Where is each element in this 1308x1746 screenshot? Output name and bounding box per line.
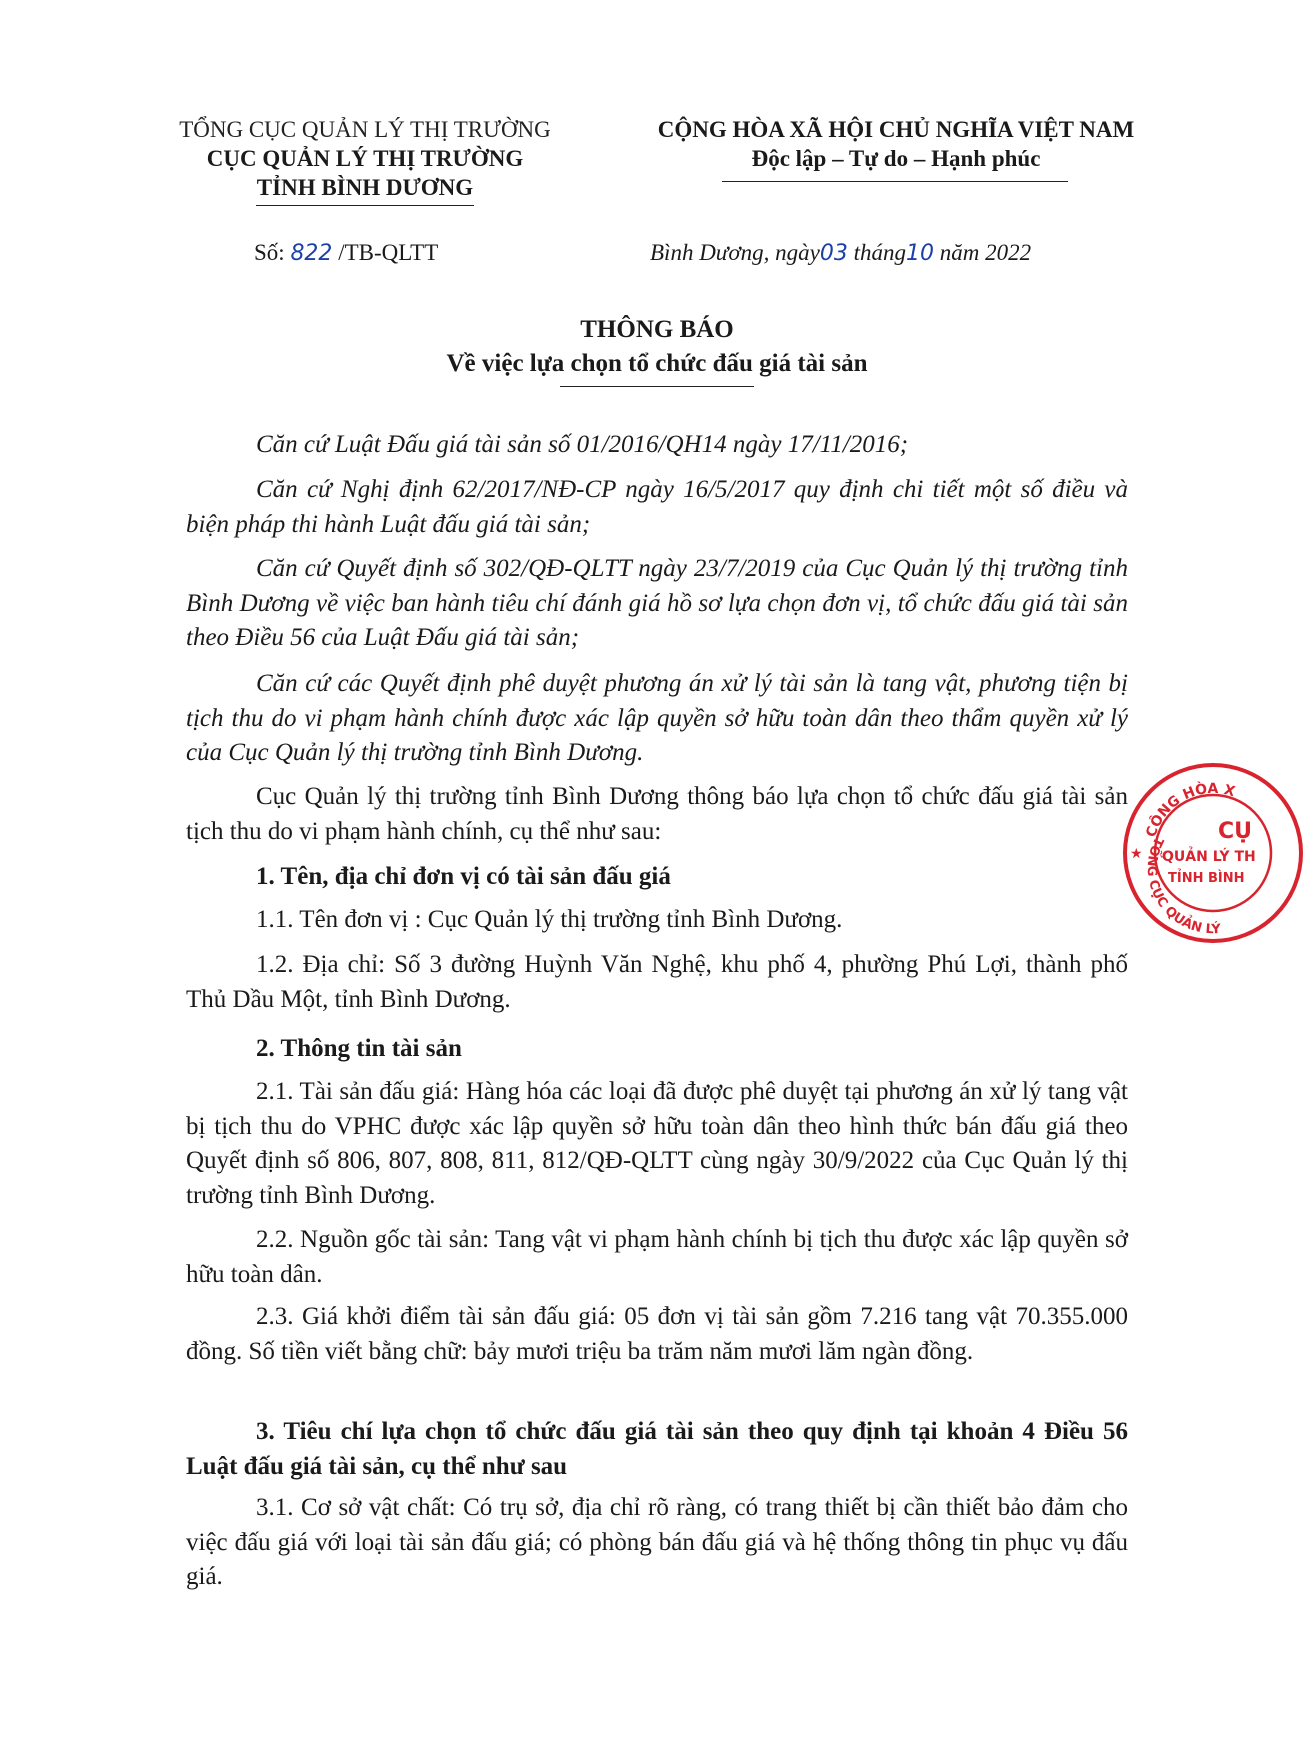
date-place: Bình Dương, ngày xyxy=(650,240,820,265)
section-3-1: 3.1. Cơ sở vật chất: Có trụ sở, địa chỉ rõ ràng, có trang thiết bị cần thiết bảo đảm cho việc đấu giá với loại tài sản đấu giá; có phòng bán đấu giá và hệ thống thông tin phục vụ đấu giá. xyxy=(186,1494,1128,1590)
section-1-1: 1.1. Tên đơn vị : Cục Quản lý thị trường tỉnh Bình Dương. xyxy=(256,906,843,933)
agency-parent: TỔNG CỤC QUẢN LÝ THỊ TRƯỜNG xyxy=(179,117,551,142)
motto-underline xyxy=(722,181,1068,182)
agency-name-line1: CỤC QUẢN LÝ THỊ TRƯỜNG xyxy=(206,146,524,171)
section-1-heading: 1. Tên, địa chỉ đơn vị có tài sản đấu giá xyxy=(256,863,671,890)
number-suffix: /TB-QLTT xyxy=(338,240,439,265)
seal-top-text: CỘNG HÒA X xyxy=(1143,780,1237,840)
legal-basis-4: Căn cứ các Quyết định phê duyệt phương án xử lý tài sản là tang vật, phương tiện bị tịch thu do vi phạm hành chính được xác lập quyền sở hữu toàn dân theo thẩm quyền xử lý của Cục Quản lý thị trường tỉnh Bình Dương. xyxy=(186,670,1128,766)
date-month-label: tháng xyxy=(853,240,906,265)
seal-inner-line2: QUẢN LÝ TH xyxy=(1162,849,1256,865)
section-1-2: 1.2. Địa chỉ: Số 3 đường Huỳnh Văn Nghệ, khu phố 4, phường Phú Lợi, thành phố Thủ Dầu Một, tỉnh Bình Dương. xyxy=(186,951,1128,1013)
subtitle-underline xyxy=(560,386,754,387)
date-year: năm 2022 xyxy=(939,240,1032,265)
national-motto: Độc lập – Tự do – Hạnh phúc xyxy=(751,146,1041,171)
date-month-handwritten: 10 xyxy=(905,241,934,266)
official-seal xyxy=(1118,758,1308,948)
seal-inner-line3: TỈNH BÌNH xyxy=(1168,871,1245,886)
section-2-heading: 2. Thông tin tài sản xyxy=(256,1035,462,1062)
section-2-1: 2.1. Tài sản đấu giá: Hàng hóa các loại đã được phê duyệt tại phương án xử lý tang vật bị tịch thu do VPHC được xác lập quyền sở hữu toàn dân theo hình thức bán đấu giá theo Quyết định số 806, 807, 808, 811, 812/QĐ-QLTT cùng ngày 30/9/2022 của Cục Quản lý thị trường tỉnh Bình Dương. xyxy=(186,1078,1128,1209)
document-date xyxy=(650,240,1031,266)
section-2-3: 2.3. Giá khởi điểm tài sản đấu giá: 05 đơn vị tài sản gồm 7.216 tang vật 70.355.000 đồng. Số tiền viết bằng chữ: bảy mươi triệu ba trăm năm mươi lăm ngàn đồng. xyxy=(186,1303,1128,1365)
country-name: CỘNG HÒA XÃ HỘI CHỦ NGHĨA VIỆT NAM xyxy=(657,117,1135,142)
number-handwritten: 822 xyxy=(290,241,333,266)
document-subtitle: Về việc lựa chọn tổ chức đấu giá tài sản xyxy=(446,350,868,377)
legal-basis-1: Căn cứ Luật Đấu giá tài sản số 01/2016/QH14 ngày 17/11/2016; xyxy=(256,431,909,458)
document-number xyxy=(254,240,438,266)
seal-bottom-text: TỔNG CỤC QUẢN LÝ xyxy=(1143,834,1222,938)
number-prefix: Số: xyxy=(254,240,285,265)
section-2-2: 2.2. Nguồn gốc tài sản: Tang vật vi phạm hành chính bị tịch thu được xác lập quyền sở hữu toàn dân. xyxy=(186,1226,1128,1288)
document-title: THÔNG BÁO xyxy=(580,316,734,343)
legal-basis-3: Căn cứ Quyết định số 302/QĐ-QLTT ngày 23/7/2019 của Cục Quản lý thị trường tỉnh Bình Dương về việc ban hành tiêu chí đánh giá hồ sơ lựa chọn đơn vị, tổ chức đấu giá tài sản theo Điều 56 của Luật Đấu giá tài sản; xyxy=(186,555,1128,651)
agency-underline xyxy=(256,205,474,206)
intro-paragraph: Cục Quản lý thị trường tỉnh Bình Dương thông báo lựa chọn tổ chức đấu giá tài sản tịch thu do vi phạm hành chính, cụ thể như sau: xyxy=(186,783,1128,845)
seal-inner-line1: CỤ xyxy=(1218,819,1253,844)
date-day-handwritten: 03 xyxy=(819,241,848,266)
legal-basis-2: Căn cứ Nghị định 62/2017/NĐ-CP ngày 16/5/2017 quy định chi tiết một số điều và biện pháp thi hành Luật đấu giá tài sản; xyxy=(186,476,1128,538)
agency-name-line2: TỈNH BÌNH DƯƠNG xyxy=(256,175,474,200)
seal-star-icon: ★ xyxy=(1130,846,1143,862)
section-3-heading: 3. Tiêu chí lựa chọn tổ chức đấu giá tài sản theo quy định tại khoản 4 Điều 56 Luật đấu giá tài sản, cụ thể như sau xyxy=(186,1418,1128,1480)
